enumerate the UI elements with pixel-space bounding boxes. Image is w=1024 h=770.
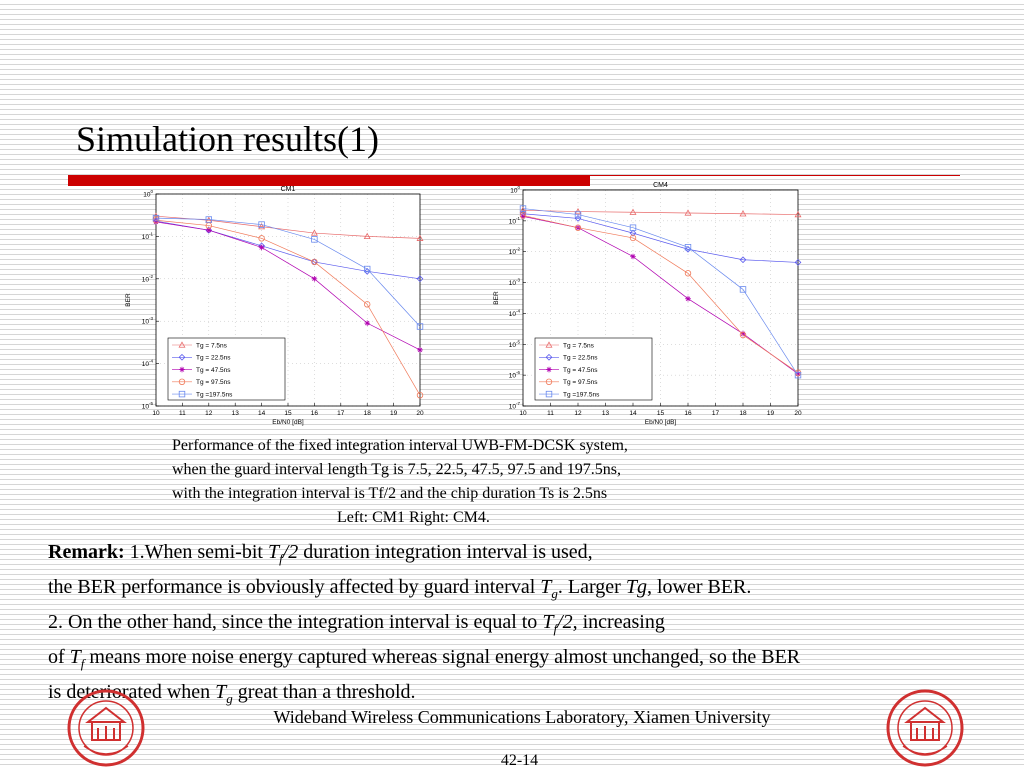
y-tick-label: $10^{-5}$ <box>508 339 520 349</box>
chart-title: CM1 <box>280 186 296 193</box>
math-symbol: T <box>267 541 280 563</box>
x-tick-label: 19 <box>766 410 775 417</box>
math-subscript: g <box>226 691 233 706</box>
remark-line-4 <box>48 643 1023 678</box>
remark-text-part: , lower BER. <box>646 576 752 598</box>
math-symbol: T <box>69 646 81 668</box>
footer-text: Wideband Wireless Communications Laboratory, Xiamen University <box>273 707 771 727</box>
y-tick-label: $10^{-6}$ <box>508 370 520 380</box>
y-tick-label: $10^{-4}$ <box>508 308 520 318</box>
y-tick-exponent: -7 <box>515 401 520 406</box>
chart-legend <box>535 338 652 400</box>
x-tick-label: 11 <box>179 410 186 417</box>
y-tick-exponent: 0 <box>150 189 153 194</box>
y-tick-exponent: -6 <box>515 370 520 376</box>
remark-text-part: . Larger <box>557 576 626 598</box>
x-tick-label: 11 <box>547 410 554 417</box>
legend-entry: Tg =197.5ns <box>563 391 600 399</box>
legend-entry: Tg = 97.5ns <box>196 379 231 387</box>
page-number: 42-14 <box>500 752 539 769</box>
legend-entry: Tg = 7.5ns <box>196 342 227 350</box>
math-subscript: f <box>553 621 558 636</box>
y-tick-exponent: -3 <box>515 277 520 283</box>
remark-text-part: 1.When semi-bit <box>124 541 268 563</box>
y-axis-label: BER <box>125 293 132 307</box>
x-tick-label: 13 <box>231 410 239 417</box>
math-tf <box>542 611 573 636</box>
data-point <box>630 254 636 260</box>
math-symbol: /2 <box>282 541 299 563</box>
remark-text-part: great than a threshold. <box>232 681 416 703</box>
remark-text <box>48 538 1023 713</box>
math-tg <box>215 681 233 706</box>
y-tick-label: $10^{-1}$ <box>508 215 520 226</box>
y-tick-exponent: -2 <box>515 246 520 252</box>
remark-text-part: the BER performance is obviously affected by guard interval <box>48 576 541 598</box>
remark-line-3 <box>48 608 1023 643</box>
y-tick-exponent: -3 <box>148 316 153 322</box>
legend-entry: Tg = 22.5ns <box>563 354 598 362</box>
x-tick-label: 12 <box>205 410 213 417</box>
y-tick-label: $10^0$ <box>143 189 153 199</box>
y-tick-label: $10^{-3}$ <box>141 316 153 326</box>
legend-entry: Tg = 47.5ns <box>563 366 598 374</box>
y-tick-label: $10^0$ <box>510 185 520 195</box>
caption-line: with the integration interval is Tf/2 and the chip duration Ts is 2.5ns <box>172 485 608 502</box>
x-tick-label: 20 <box>416 410 424 417</box>
math-tf <box>69 646 85 671</box>
remark-text-part: is deteriorated when <box>48 681 216 703</box>
y-tick-exponent: -5 <box>515 339 520 345</box>
data-point <box>685 296 691 302</box>
caption-line: Performance of the fixed integration interval UWB-FM-DCSK system, <box>172 437 628 454</box>
remark-text-part: , increasing <box>572 611 665 633</box>
legend-marker <box>546 367 552 373</box>
chart-svg <box>118 184 430 432</box>
x-tick-label: 16 <box>684 410 692 417</box>
x-tick-label: 20 <box>794 410 802 417</box>
x-tick-label: 13 <box>601 410 610 417</box>
chart-legend <box>168 338 285 400</box>
remark-label: Remark: <box>48 541 125 563</box>
figure-caption <box>172 434 772 530</box>
remark-line-2 <box>48 573 1023 608</box>
y-tick-exponent: -1 <box>515 215 520 221</box>
y-tick-label: $10^{-2}$ <box>508 246 520 257</box>
math-subscript: f <box>80 656 85 671</box>
y-tick-label: $10^{-2}$ <box>141 273 153 284</box>
remark-line-1 <box>48 538 1023 573</box>
legend-entry: Tg =197.5ns <box>196 391 233 399</box>
remark-text-part: duration integration interval is used, <box>298 541 593 563</box>
caption-line: when the guard interval length Tg is 7.5, 22.5, 47.5, 97.5 and 197.5ns, <box>172 461 621 478</box>
y-tick-exponent: -4 <box>515 308 520 314</box>
x-tick-label: 12 <box>574 410 582 417</box>
y-tick-exponent: -5 <box>148 401 153 406</box>
x-tick-label: 15 <box>284 410 292 417</box>
y-tick-exponent: -4 <box>148 358 153 364</box>
x-tick-label: 17 <box>711 410 720 417</box>
remark-text-part: of <box>48 646 70 668</box>
y-tick-label: $10^{-4}$ <box>141 358 153 369</box>
x-tick-label: 16 <box>310 410 319 417</box>
y-tick-label: $10^{-1}$ <box>141 231 153 241</box>
chart-title: CM4 <box>653 182 668 189</box>
x-axis-label: Eb/N0 [dB] <box>644 419 677 426</box>
x-tick-label: 18 <box>739 410 747 417</box>
math-symbol: /2 <box>557 611 573 633</box>
remark-text-part: means more noise energy captured whereas signal energy almost unchanged, so the BER <box>84 646 801 668</box>
title-accent-line <box>590 175 960 176</box>
math-symbol: T <box>540 576 552 598</box>
slide-title: Simulation results(1) <box>76 119 379 159</box>
math-tg-inline: Tg <box>625 576 647 598</box>
y-axis-label: BER <box>493 291 500 305</box>
x-axis-label: Eb/N0 [dB] <box>272 419 304 426</box>
math-subscript: g <box>551 586 558 601</box>
x-tick-label: 18 <box>363 410 371 417</box>
legend-entry: Tg = 97.5ns <box>563 379 598 387</box>
x-tick-label: 10 <box>152 410 160 417</box>
chart-cm1 <box>118 184 430 437</box>
y-tick-exponent: -1 <box>148 231 153 237</box>
math-symbol: T <box>542 611 554 633</box>
y-tick-exponent: 0 <box>517 185 520 190</box>
x-tick-label: 19 <box>389 410 398 417</box>
legend-entry: Tg = 47.5ns <box>196 366 231 374</box>
math-symbol: T <box>215 681 227 703</box>
caption-line: Left: CM1 Right: CM4. <box>337 509 490 526</box>
math-tf <box>267 541 299 566</box>
y-tick-exponent: -2 <box>148 273 153 279</box>
legend-entry: Tg = 7.5ns <box>563 342 594 350</box>
x-tick-label: 14 <box>629 410 637 417</box>
x-tick-label: 10 <box>519 410 527 417</box>
chart-svg <box>488 180 810 432</box>
legend-entry: Tg = 22.5ns <box>196 354 231 362</box>
data-point <box>740 331 746 337</box>
x-tick-label: 15 <box>656 410 665 417</box>
math-tg <box>540 576 558 601</box>
math-subscript: f <box>279 551 283 566</box>
y-tick-label: $10^{-7}$ <box>508 401 520 411</box>
remark-text-part: 2. On the other hand, since the integration interval is equal to <box>48 611 543 633</box>
x-tick-label: 14 <box>257 410 266 417</box>
y-tick-label: $10^{-3}$ <box>508 277 520 288</box>
y-tick-label: $10^{-5}$ <box>141 401 153 411</box>
x-tick-label: 17 <box>337 410 345 417</box>
chart-cm4 <box>488 180 810 437</box>
